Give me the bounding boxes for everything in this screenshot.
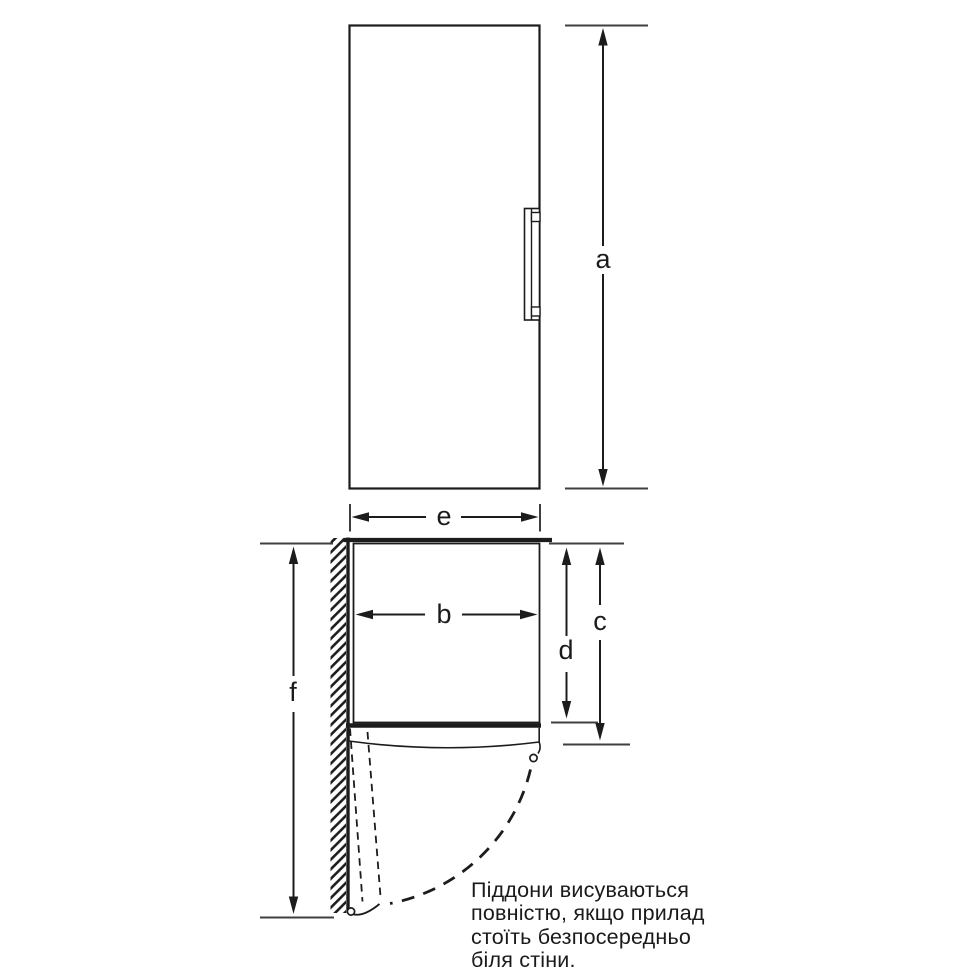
caption-text bbox=[471, 879, 771, 973]
dim-f-label: f bbox=[289, 677, 297, 707]
cabinet-front-outline bbox=[350, 26, 540, 489]
dim-f-arrow-down-icon bbox=[289, 897, 298, 915]
dim-e-arrow-left-icon bbox=[352, 512, 370, 521]
wall-hatching bbox=[331, 538, 347, 913]
door-hinge-circle-icon bbox=[347, 908, 354, 915]
door-handle bbox=[525, 209, 541, 321]
door-front-curve bbox=[349, 728, 539, 748]
dim-a-arrow-up-icon bbox=[598, 28, 607, 46]
top-view bbox=[260, 501, 630, 918]
cabinet-top-outline bbox=[354, 544, 540, 723]
caption-line-3: стоїть безпосередньо bbox=[471, 924, 692, 949]
door-open-outline-right bbox=[368, 732, 381, 897]
front-view bbox=[350, 26, 649, 489]
door-open-outline-left bbox=[350, 729, 363, 902]
door-open-end-cap bbox=[353, 904, 380, 915]
caption-line-2: повністю, якщо прилад bbox=[471, 901, 705, 926]
dim-e-label: e bbox=[436, 501, 452, 531]
caption-line-1: Піддони висуваються bbox=[471, 878, 690, 902]
handle-mount-top bbox=[532, 213, 541, 222]
caption-line-4: біля стіни. bbox=[471, 948, 576, 973]
handle-mount-bottom bbox=[532, 307, 541, 316]
dim-c-arrow-down-icon bbox=[595, 723, 604, 741]
dimension-d bbox=[549, 544, 624, 723]
dimension-e bbox=[350, 501, 540, 532]
dim-a-arrow-down-icon bbox=[598, 469, 607, 487]
door-edge-pivot-icon bbox=[530, 754, 537, 761]
dim-e-arrow-right-icon bbox=[521, 512, 539, 521]
dim-c-label: c bbox=[593, 606, 607, 636]
dim-a-label: a bbox=[595, 244, 611, 274]
dim-f-arrow-up-icon bbox=[289, 547, 298, 565]
door-closed bbox=[346, 726, 541, 762]
dim-d-label: d bbox=[558, 635, 574, 665]
dim-d-arrow-down-icon bbox=[562, 701, 571, 719]
dimension-f bbox=[260, 544, 334, 918]
dim-c-arrow-up-icon bbox=[595, 548, 604, 566]
door-edge-hook bbox=[538, 742, 540, 754]
dim-d-arrow-up-icon bbox=[562, 548, 571, 566]
dimension-a bbox=[565, 26, 648, 489]
dim-b-label: b bbox=[436, 599, 452, 629]
